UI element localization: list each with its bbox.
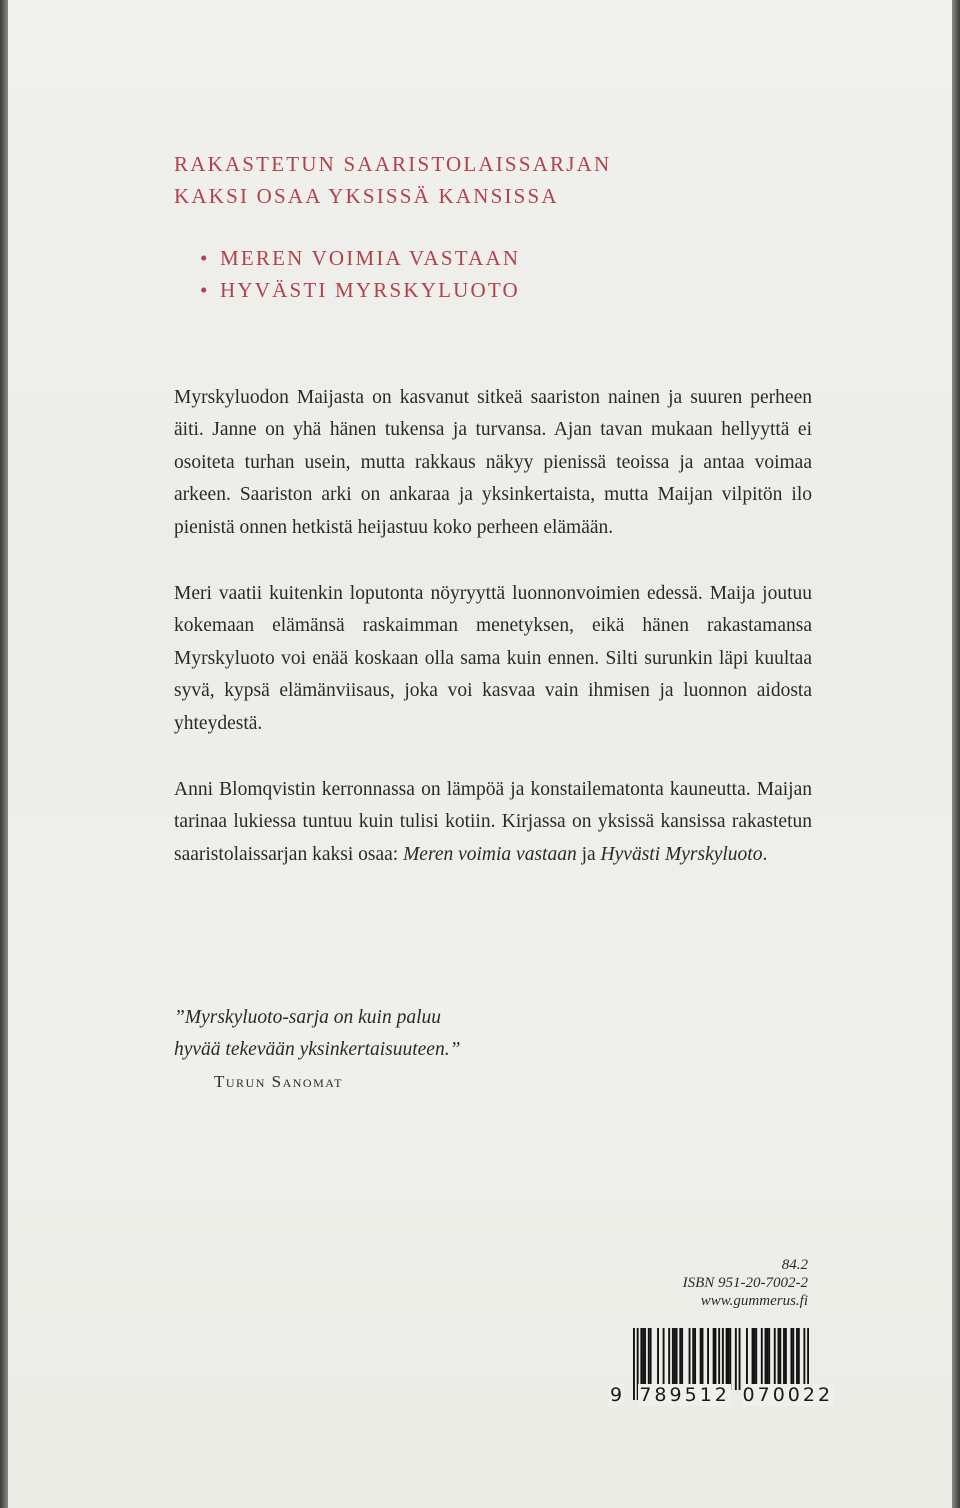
heading-line-2: KAKSI OSAA YKSISSÄ KANSISSA xyxy=(174,184,559,208)
barcode-digits xyxy=(609,1384,834,1406)
barcode-bar xyxy=(774,1328,776,1390)
barcode-bar xyxy=(739,1328,741,1390)
quote-line-1: ”Myrskyluoto-sarja on kuin paluu xyxy=(174,1007,442,1028)
barcode-bar xyxy=(766,1328,768,1390)
barcode-bar xyxy=(692,1328,694,1390)
book-title-1: Meren voimia vastaan xyxy=(403,843,577,865)
barcode-bar xyxy=(735,1328,737,1390)
barcode-bar xyxy=(681,1328,683,1390)
isbn: ISBN 951-20-7002-2 xyxy=(682,1275,808,1291)
barcode-bar xyxy=(779,1328,781,1390)
barcode-bar xyxy=(768,1328,770,1390)
barcode-left-group: 789512 xyxy=(639,1384,730,1406)
barcode-bar xyxy=(640,1328,642,1390)
barcode-bar xyxy=(663,1328,665,1390)
back-cover xyxy=(8,0,952,1508)
cover-heading xyxy=(174,148,611,212)
barcode-bar xyxy=(746,1328,748,1390)
blurb xyxy=(174,382,812,871)
book-title-2: Hyvästi Myrskyluoto xyxy=(600,843,763,865)
publication-info xyxy=(683,1256,808,1310)
barcode-bar xyxy=(726,1328,728,1390)
quote-source: Turun Sanomat xyxy=(214,1072,343,1091)
blurb-paragraph-1: Myrskyluodon Maijasta on kasvanut sitkeä saariston nainen ja suuren perheen äiti. Janne on yhä hänen tukensa ja turvansa. Ajan tavan mukaan hellyyttä ei osoiteta turhan usein, mutta rakkaus näkyy pienissä teoissa ja antaa voimaa arkeen. Saariston arki on ankaraa ja yksinkertaista, mutta Maijan vilpitön ilo pienistä onnen hetkistä heijastuu koko perheen elämään. xyxy=(174,387,812,538)
barcode-bar xyxy=(790,1328,792,1390)
review-quote xyxy=(174,1002,460,1098)
barcode-right-group: 070022 xyxy=(742,1384,834,1406)
barcode-bar xyxy=(792,1328,794,1390)
quote-line-2: hyvää tekevään yksinkertaisuuteen.” xyxy=(174,1039,461,1060)
barcode-bar xyxy=(700,1328,702,1390)
blurb-text: . xyxy=(762,843,768,865)
volume-list xyxy=(200,242,520,306)
blurb-text: Anni Blomqvistin kerronnassa on lämpöä ja konstailematonta kauneutta. Maijan tarinaa lukiessa tuntuu kuin tulisi kotiin. Kirjassa on yksissä kansissa rakastetun saaristolaissarjan kaksi osaa: xyxy=(174,779,812,865)
barcode-bar xyxy=(715,1328,717,1390)
barcode-bar xyxy=(689,1328,691,1390)
barcode-bar xyxy=(642,1328,644,1390)
barcode-bar xyxy=(783,1328,785,1390)
volume-item xyxy=(200,242,520,274)
barcode-bar xyxy=(713,1328,715,1390)
cover-edge-right xyxy=(952,0,960,1508)
barcode-bar xyxy=(657,1328,659,1390)
barcode-bar xyxy=(752,1328,754,1390)
barcode-bar xyxy=(694,1328,696,1390)
blurb-text: ja xyxy=(576,843,601,865)
volume-item xyxy=(200,274,520,306)
barcode-bar xyxy=(765,1328,767,1390)
barcode-bar xyxy=(785,1328,787,1390)
barcode-bar xyxy=(755,1328,757,1390)
barcode-bar xyxy=(674,1328,676,1390)
barcode-bar xyxy=(753,1328,755,1390)
barcode-bar xyxy=(798,1328,800,1390)
publisher-website: www.gummerus.fi xyxy=(700,1293,808,1309)
barcode-bar xyxy=(778,1328,780,1390)
volume-title: MEREN VOIMIA VASTAAN xyxy=(220,246,521,270)
blurb-paragraph-2: Meri vaatii kuitenkin loputonta nöyryyttä luonnonvoimien edessä. Maija joutuu kokemaan elämänsä raskaimman menetyksen, eikä hänen rakastamansa Myrskyluoto voi enää koskaan olla sama kuin ennen. Silti surunkin läpi kuultaa syvä, kypsä elämänviisaus, joka voi kasvaa vain ihmisen ja luonnon aidosta yhteydestä. xyxy=(174,583,812,734)
barcode-bar xyxy=(648,1328,650,1390)
blurb-paragraph-3 xyxy=(174,774,812,871)
barcode-bar xyxy=(796,1328,798,1390)
barcode-lead-digit: 9 xyxy=(610,1384,623,1406)
barcode-bar xyxy=(644,1328,646,1390)
barcode-bar xyxy=(707,1328,709,1390)
cover-edge-left xyxy=(0,0,8,1508)
barcode-bar xyxy=(668,1328,670,1390)
barcode-bar xyxy=(672,1328,674,1390)
heading-line-1: RAKASTETUN SAARISTOLAISSARJAN xyxy=(174,152,612,176)
isbn-barcode xyxy=(610,1328,834,1410)
barcode-bar xyxy=(679,1328,681,1390)
barcode-bar xyxy=(727,1328,729,1390)
barcode-bar xyxy=(761,1328,763,1390)
barcode-bar xyxy=(729,1328,731,1390)
bullet-marker: • xyxy=(200,278,210,302)
classification-code: 84.2 xyxy=(781,1257,808,1273)
bullet-marker: • xyxy=(200,246,210,270)
barcode-bar xyxy=(650,1328,652,1390)
barcode-bar xyxy=(702,1328,704,1390)
barcode-bar xyxy=(676,1328,678,1390)
volume-title: HYVÄSTI MYRSKYLUOTO xyxy=(220,278,520,302)
